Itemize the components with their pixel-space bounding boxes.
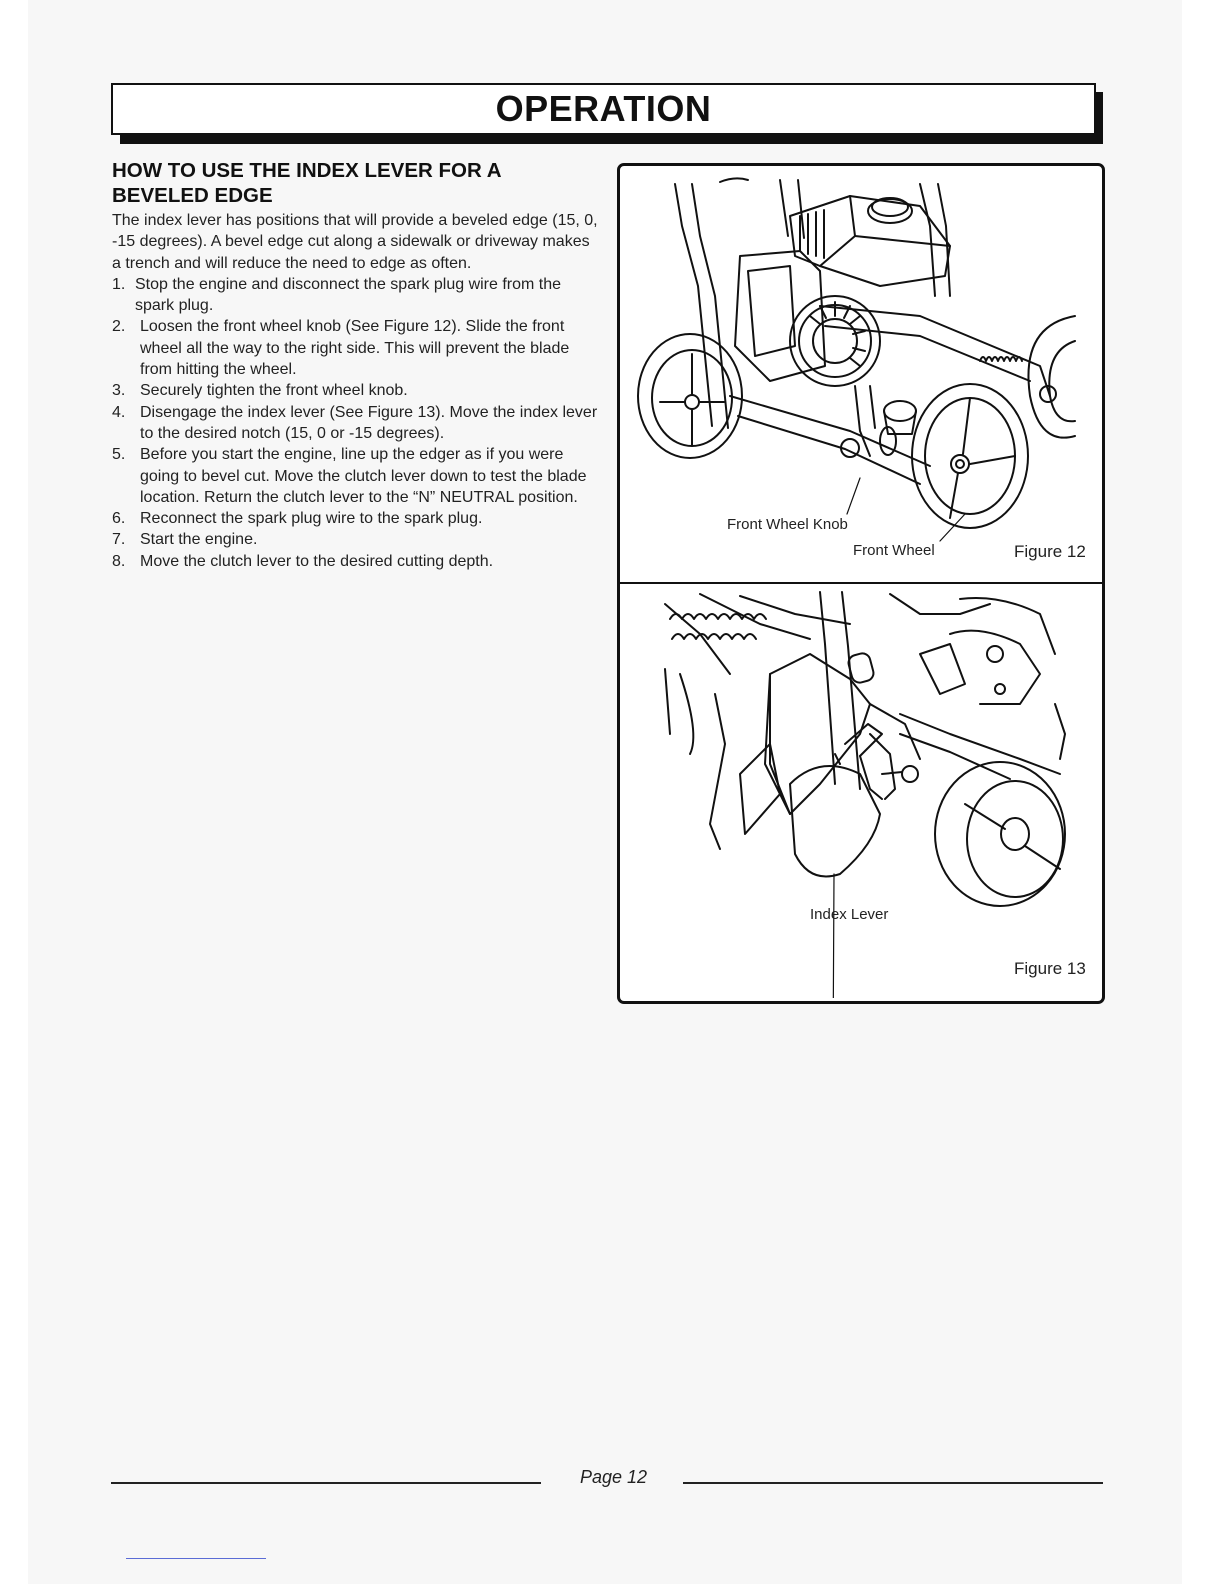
step-text: Move the clutch lever to the desired cutting depth. xyxy=(140,552,494,570)
step-number: 8. xyxy=(112,552,126,570)
step-number: 6. xyxy=(112,510,126,528)
step-item xyxy=(112,508,602,529)
footer-rule-left xyxy=(111,1482,541,1484)
figure-12-caption: Figure 12 xyxy=(1014,542,1086,561)
step-text: Stop the engine and disconnect the spark plug wire from the spark plug. xyxy=(135,275,562,315)
figure-12-illustration xyxy=(620,166,1102,582)
step-item xyxy=(112,551,602,572)
section-banner xyxy=(111,83,1096,135)
step-text: Securely tighten the front wheel knob. xyxy=(140,382,408,400)
label-front-wheel: Front Wheel xyxy=(853,542,935,559)
step-number: 4. xyxy=(112,403,126,421)
step-item xyxy=(112,380,602,401)
step-item xyxy=(112,444,602,508)
step-item xyxy=(112,316,602,380)
steps-list xyxy=(112,274,602,572)
figure-13-caption: Figure 13 xyxy=(1014,959,1086,978)
step-item xyxy=(112,529,602,550)
banner-title: OPERATION xyxy=(495,88,712,129)
step-text: Loosen the front wheel knob (See Figure 12). Slide the front wheel all the way to the right side. This will prevent the blade from hitting the wheel. xyxy=(140,318,570,379)
bottom-link-underline xyxy=(126,1558,266,1559)
step-number: 3. xyxy=(112,382,126,400)
step-number: 1. xyxy=(112,275,126,293)
step-number: 2. xyxy=(112,318,126,336)
heading-line-1: HOW TO USE THE INDEX LEVER FOR A xyxy=(112,159,502,182)
step-item xyxy=(112,274,602,317)
page-number: Page 12 xyxy=(580,1467,648,1487)
step-number: 7. xyxy=(112,531,126,549)
step-text: Before you start the engine, line up the edger as if you were going to bevel cut. Move the clutch lever down to test the blade location. Return the clutch lever to the “N” NEUTRAL position. xyxy=(140,446,587,506)
figures-panel xyxy=(617,163,1105,1004)
label-index-lever: Index Lever xyxy=(810,906,889,923)
step-item xyxy=(112,402,602,445)
footer-rule-right xyxy=(683,1482,1103,1484)
label-front-wheel-knob: Front Wheel Knob xyxy=(727,516,848,533)
heading-line-2: BEVELED EDGE xyxy=(112,184,273,207)
intro-paragraph: The index lever has positions that will provide a beveled edge (15, 0, -15 degrees). A bevel edge cut along a sidewalk or driveway makes a trench and will reduce the need to edge as often. xyxy=(112,212,598,272)
step-number: 5. xyxy=(112,446,126,464)
step-text: Disengage the index lever (See Figure 13). Move the index lever to the desired notch (15, 0 or -15 degrees). xyxy=(140,403,598,442)
instructions-column xyxy=(112,158,602,572)
figure-13-illustration xyxy=(620,584,1102,998)
section-heading xyxy=(112,158,602,208)
step-text: Reconnect the spark plug wire to the spark plug. xyxy=(140,510,483,528)
step-text: Start the engine. xyxy=(140,531,258,549)
